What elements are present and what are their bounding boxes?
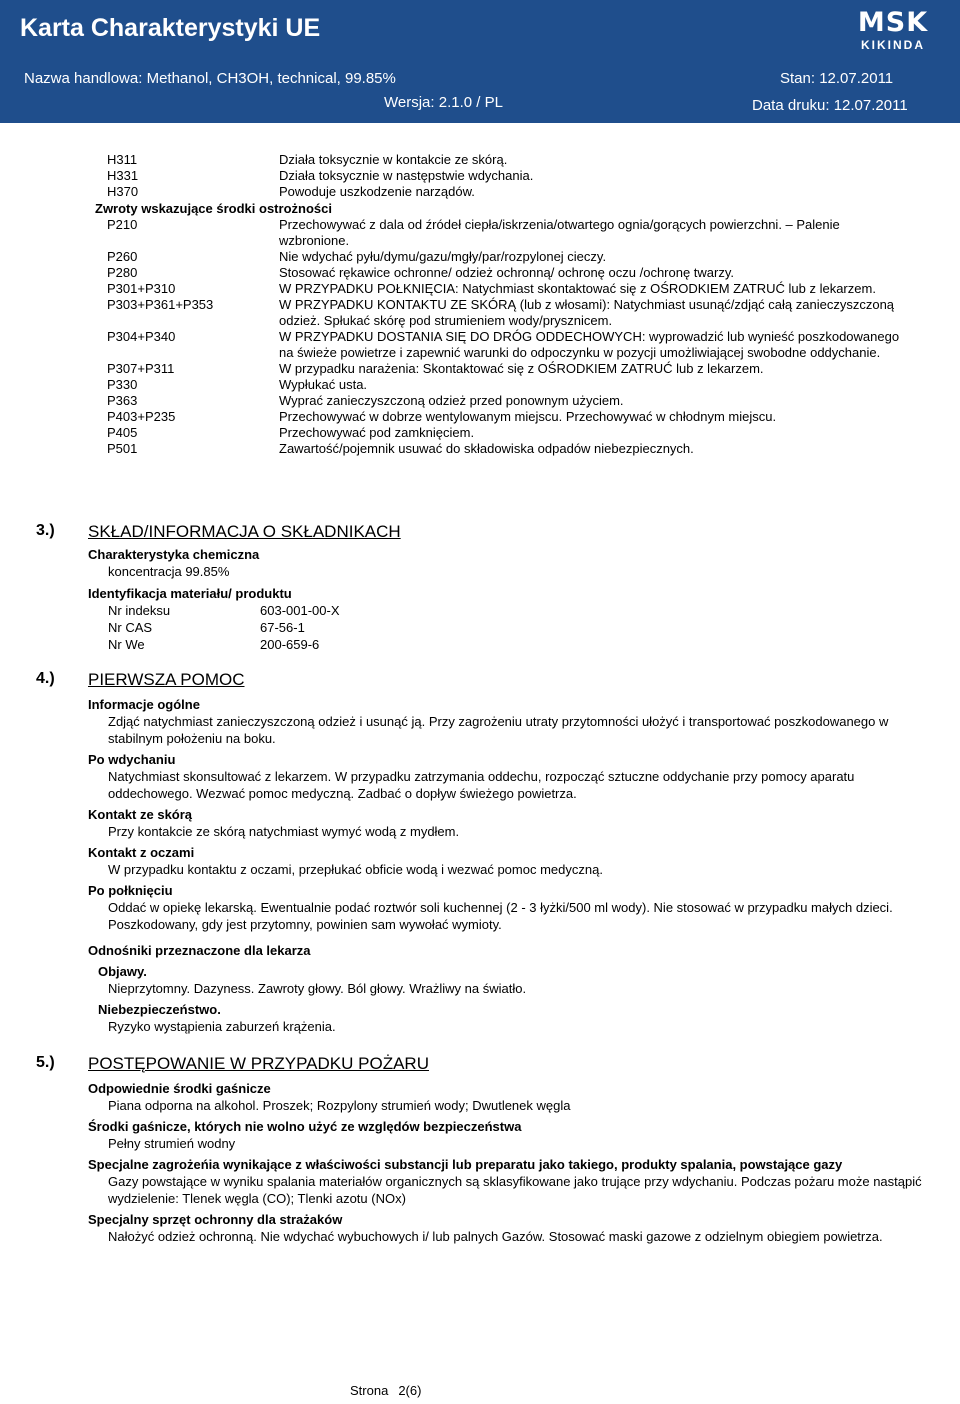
statement-code: P405	[107, 425, 138, 440]
inhalation-label: Po wdychaniu	[88, 752, 176, 767]
composition-block	[88, 546, 928, 653]
statement-code: P303+P361+P353	[107, 297, 214, 312]
protective-equipment-text: Nałożyć odzież ochronną. Nie wdychać wybuchowych i/ lub palnych Gazów. Stosować maski gazowe z odzielnym obiegiem powietrza.	[108, 1229, 883, 1244]
section-title: PIERWSZA POMOC	[88, 670, 245, 689]
print-date: Data druku: 12.07.2011	[752, 97, 908, 114]
statement-row	[107, 425, 907, 441]
id-row	[108, 619, 928, 636]
logo-sub-text: KIKINDA	[861, 38, 925, 52]
statement-row	[107, 361, 907, 377]
suitable-media-text: Piana odporna na alkohol. Proszek; Rozpylony strumień wody; Dwutlenek węgla	[108, 1098, 571, 1113]
statement-row	[107, 377, 907, 393]
statement-text: Zawartość/pojemnik usuwać do składowiska odpadów niebezpiecznych.	[279, 441, 694, 456]
general-info-text: Zdjąć natychmiast zanieczyszczoną odzież i usunąć ją. Przy zagrożeniu utraty przytomności ułożyć i transportować poszkodowanego w stabilnym położeniu na boku.	[108, 714, 889, 746]
statement-text: W przypadku narażenia: Skontaktować się z OŚRODKIEM ZATRUĆ lub z lekarzem.	[279, 361, 764, 376]
section-title: SKŁAD/INFORMACJA O SKŁADNIKACH	[88, 522, 401, 541]
firefighting-block	[88, 1080, 928, 1245]
statement-row	[107, 329, 907, 361]
unsuitable-media-label: Środki gaśnicze, których nie wolno użyć ze względów bezpieczeństwa	[88, 1119, 522, 1134]
statement-code: P403+P235	[107, 409, 176, 424]
skin-contact-label: Kontakt ze skórą	[88, 807, 193, 822]
id-value: 200-659-6	[260, 637, 320, 652]
page-number: 2(6)	[398, 1383, 422, 1398]
statement-code: P304+P340	[107, 329, 176, 344]
statement-row	[107, 297, 907, 329]
document-title: Karta Charakterystyki UE	[20, 14, 321, 42]
symptoms-text: Nieprzytomny. Dazyness. Zawroty głowy. Ból głowy. Wrażliwy na światło.	[108, 981, 527, 996]
ingestion-text: Oddać w opiekę lekarską. Ewentualnie podać roztwór soli kuchennej (2 - 3 łyżki/500 ml wody). Nie stosować w przypadku małych dzieci. Poszkodowany, gdy jest przytomny, powinien sam wywołać wymioty.	[108, 900, 893, 932]
statement-text: Nie wdychać pyłu/dymu/gazu/mgły/par/rozpylonej cieczy.	[279, 249, 607, 264]
statement-code: P501	[107, 441, 138, 456]
version: Wersja: 2.1.0 / PL	[384, 94, 503, 111]
page-label: Strona	[350, 1383, 389, 1398]
status-date: Stan: 12.07.2011	[780, 70, 894, 87]
id-key: Nr We	[108, 637, 145, 652]
document-header	[0, 0, 960, 123]
unsuitable-media-text: Pełny strumień wodny	[108, 1136, 236, 1151]
statement-code: P363	[107, 393, 138, 408]
general-info-label: Informacje ogólne	[88, 697, 200, 712]
protective-equipment-label: Specjalny sprzęt ochronny dla strażaków	[88, 1212, 343, 1227]
statement-text: W PRZYPADKU KONTAKTU ZE SKÓRĄ (lub z włosami): Natychmiast usunąć/zdjąć całą zanieczyszczoną odzież. Spłukać skórę pod strumieniem wody/prysznicem.	[279, 297, 895, 328]
section-title: POSTĘPOWANIE W PRZYPADKU POŻARU	[88, 1054, 429, 1073]
section-number: 5.)	[36, 1054, 55, 1071]
statement-text: Działa toksycznie w następstwie wdychania.	[279, 168, 534, 183]
statement-row	[107, 441, 907, 457]
hazards-label: Niebezpieczeństwo.	[98, 1002, 221, 1017]
identification-label: Identyfikacja materiału/ produktu	[88, 586, 292, 601]
special-hazards-label: Specjalne zagrożeńia wynikające z właściwości substancji lub preparatu jako takiego, produkty spalania, powstające gazy	[88, 1157, 843, 1172]
trade-name: Nazwa handlowa: Methanol, CH3OH, technical, 99.85%	[24, 70, 396, 87]
statement-row	[107, 217, 907, 249]
skin-contact-text: Przy kontakcie ze skórą natychmiast wymyć wodą z mydłem.	[108, 824, 460, 839]
statement-row	[107, 393, 907, 409]
hazard-statements	[95, 152, 907, 457]
statement-row	[107, 184, 907, 200]
statement-text: Przechowywać pod zamknięciem.	[279, 425, 475, 440]
section-number: 3.)	[36, 522, 55, 539]
statement-row	[107, 168, 907, 184]
statement-text: Powoduje uszkodzenie narządów.	[279, 184, 475, 199]
statement-text: Wyprać zanieczyszczoną odzież przed ponownym użyciem.	[279, 393, 624, 408]
first-aid-block	[88, 696, 928, 1035]
chem-char-label: Charakterystyka chemiczna	[88, 547, 260, 562]
id-key: Nr indeksu	[108, 603, 171, 618]
statement-text: Stosować rękawice ochronne/ odzież ochronną/ ochronę oczu /ochronę twarzy.	[279, 265, 735, 280]
section-number: 4.)	[36, 670, 55, 687]
statement-code: P280	[107, 265, 138, 280]
doctor-notes-label: Odnośniki przeznaczone dla lekarza	[88, 943, 311, 958]
suitable-media-label: Odpowiednie środki gaśnicze	[88, 1081, 271, 1096]
statement-text: Przechowywać z dala od źródeł ciepła/iskrzenia/otwartego ognia/gorących powierzchni. – Palenie wzbronione.	[279, 217, 840, 248]
inhalation-text: Natychmiast skonsultować z lekarzem. W przypadku zatrzymania oddechu, rozpocząć sztuczne oddychanie przy pomocy aparatu oddechowego. Wezwać pomoc medyczną. Zadbać o dopływ świeżego powietrza.	[108, 769, 855, 801]
id-row	[108, 636, 928, 653]
id-key: Nr CAS	[108, 620, 153, 635]
statement-text: Działa toksycznie w kontakcie ze skórą.	[279, 152, 508, 167]
statement-code: H331	[107, 168, 139, 183]
id-value: 67-56-1	[260, 620, 305, 635]
statement-code: P260	[107, 249, 138, 264]
id-row	[108, 602, 928, 619]
statement-row	[107, 249, 907, 265]
hazards-text: Ryzyko wystąpienia zaburzeń krążenia.	[108, 1019, 336, 1034]
symptoms-label: Objawy.	[98, 964, 147, 979]
statement-row	[107, 409, 907, 425]
special-hazards-text: Gazy powstające w wyniku spalania materiałów organicznych są sklasyfikowane jako trujące przy wdychaniu. Podczas pożaru może nastąpić wydzielenie: Tlenek węgla (CO); Tlenki azotu (NOx)	[108, 1174, 922, 1206]
logo-main-text: MSK	[857, 7, 929, 38]
statement-row	[107, 152, 907, 168]
statement-code: P301+P310	[107, 281, 176, 296]
ingestion-label: Po połknięciu	[88, 883, 173, 898]
statement-code: P210	[107, 217, 138, 232]
statement-row	[107, 265, 907, 281]
page-footer	[350, 1383, 431, 1398]
statement-row	[107, 281, 907, 297]
statement-code: H370	[107, 184, 139, 199]
eye-contact-text: W przypadku kontaktu z oczami, przepłukać obficie wodą i wezwać pomoc medyczną.	[108, 862, 603, 877]
chem-char-value: koncentracja 99.85%	[108, 564, 230, 579]
statement-text: Wypłukać usta.	[279, 377, 368, 392]
eye-contact-label: Kontakt z oczami	[88, 845, 195, 860]
statement-code: P307+P311	[107, 361, 175, 376]
id-value: 603-001-00-X	[260, 603, 340, 618]
statement-text: W PRZYPADKU DOSTANIA SIĘ DO DRÓG ODDECHOWYCH: wyprowadzić lub wynieść poszkodowanego na świeże powietrze i zapewnić warunki do odpoczynku w pozycji umożliwiającej swobodne oddychanie.	[279, 329, 900, 360]
precaution-heading: Zwroty wskazujące środki ostrożności	[95, 201, 332, 216]
statement-text: Przechowywać w dobrze wentylowanym miejscu. Przechowywać w chłodnym miejscu.	[279, 409, 777, 424]
statement-text: W PRZYPADKU POŁKNIĘCIA: Natychmiast skontaktować się z OŚRODKIEM ZATRUĆ lub z lekarzem.	[279, 281, 876, 296]
msk-logo	[836, 8, 950, 56]
statement-code: H311	[107, 152, 138, 167]
statement-code: P330	[107, 377, 138, 392]
